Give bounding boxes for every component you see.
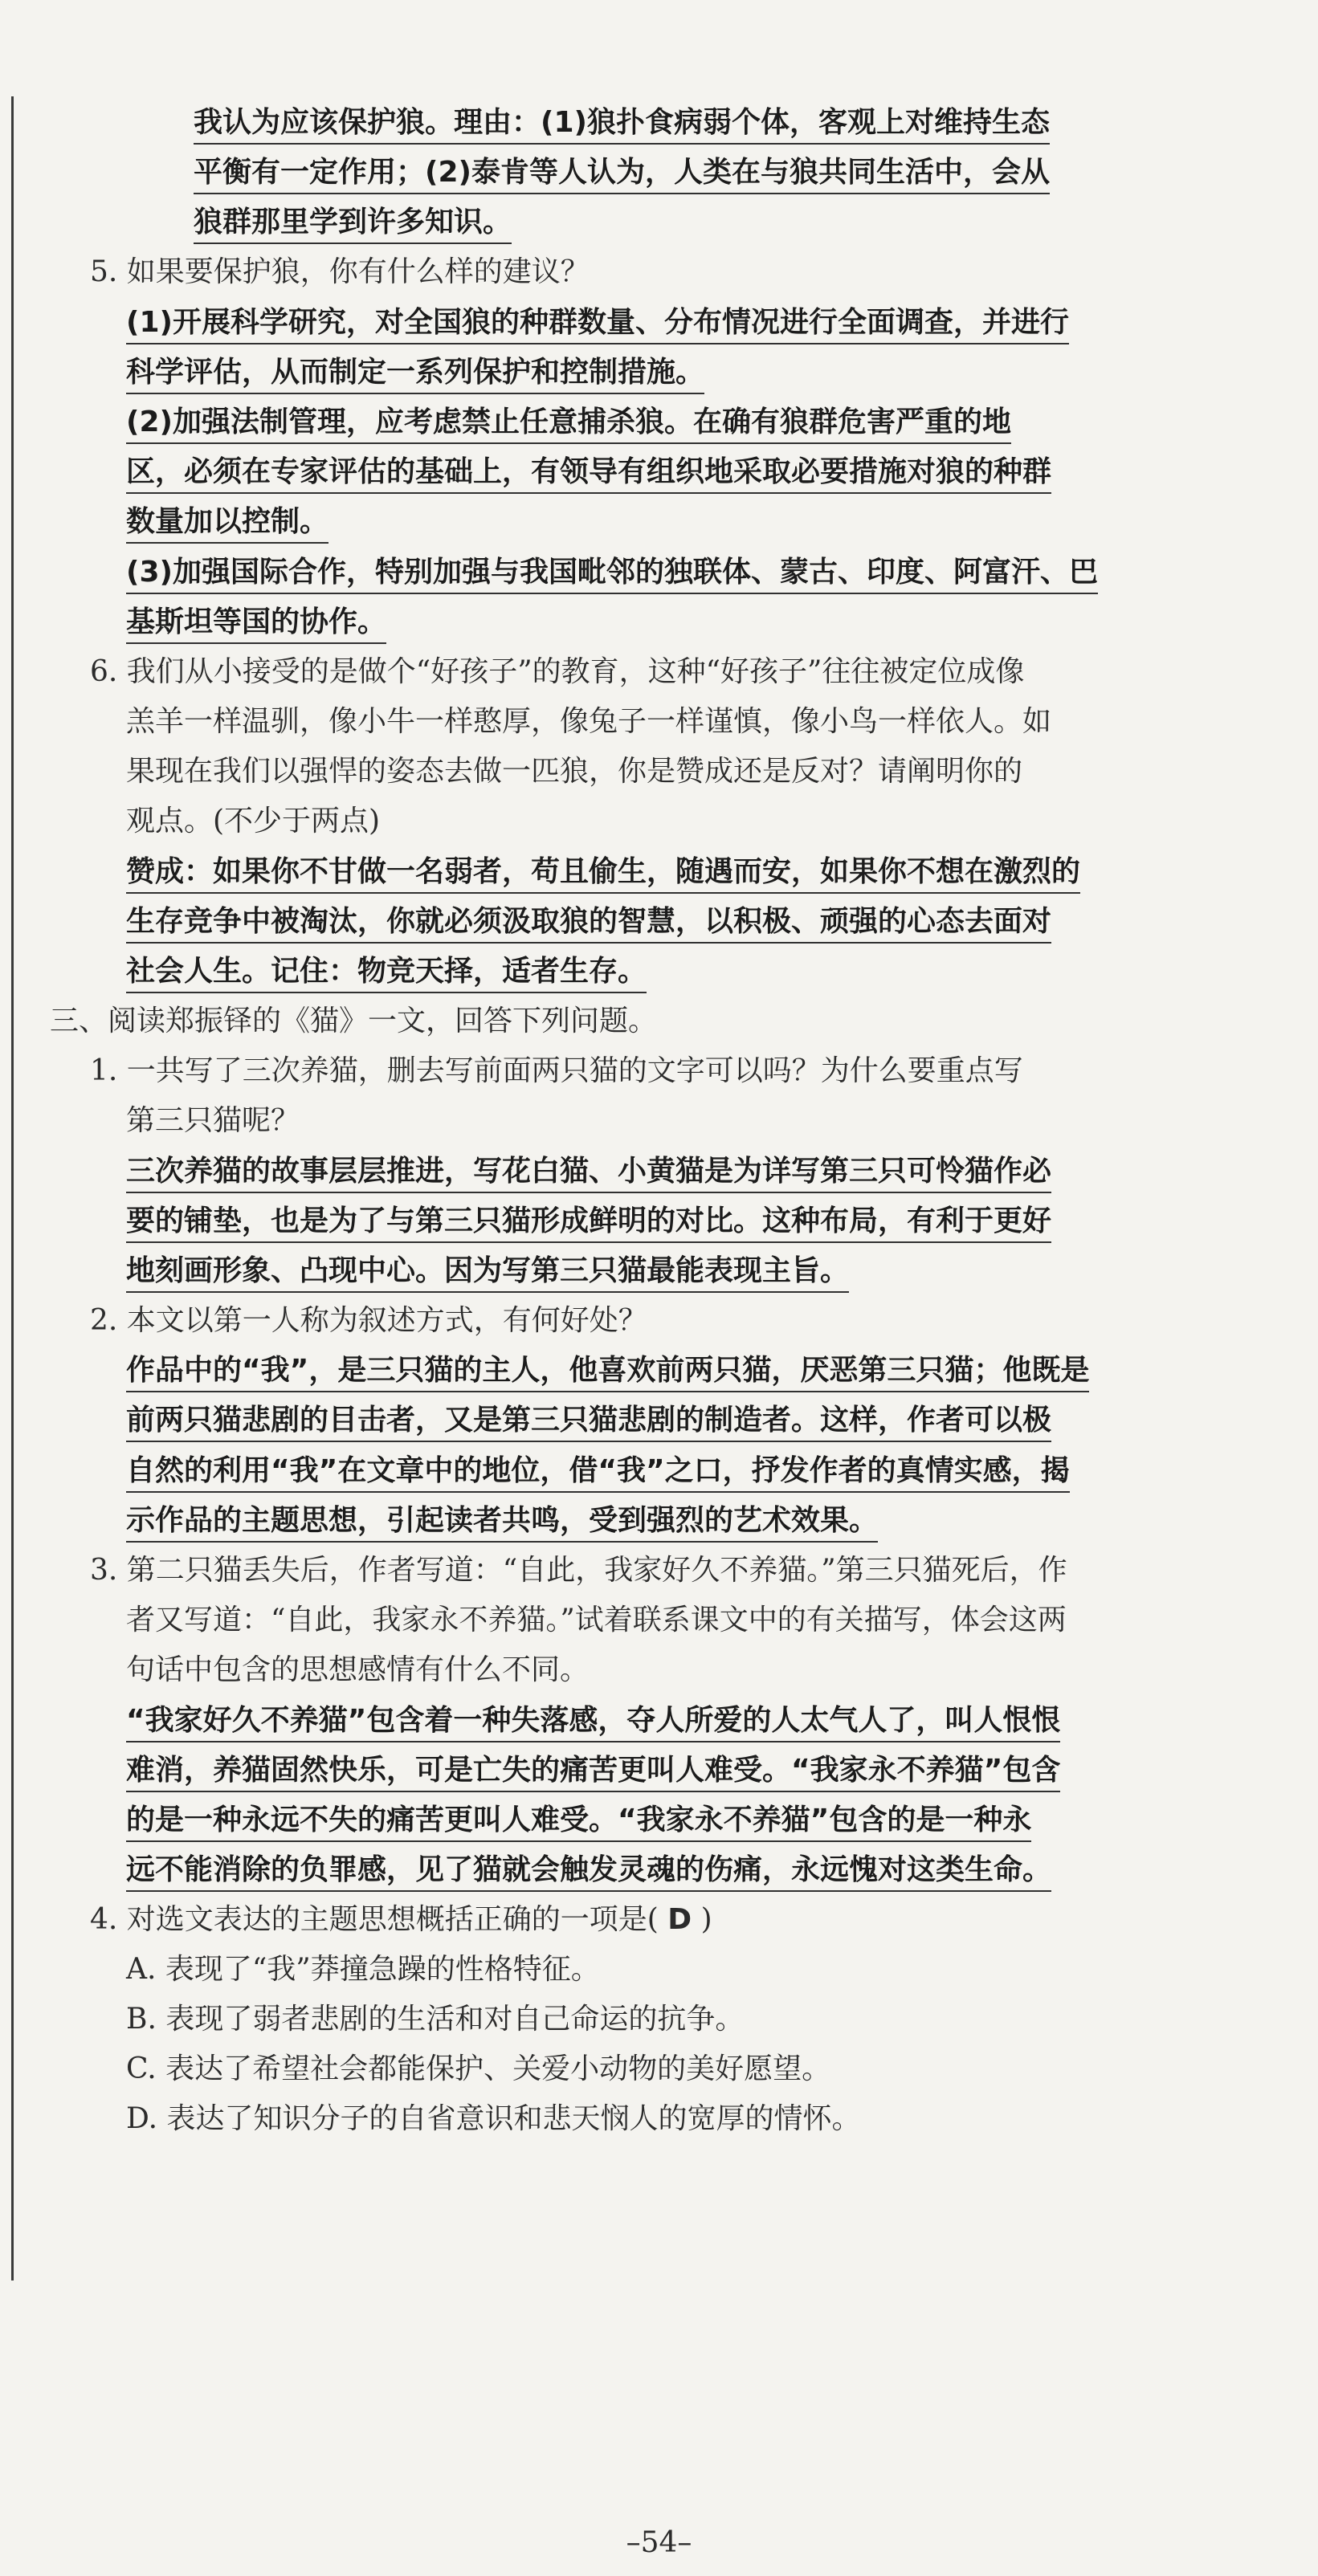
section-heading: 三、阅读郑振铎的《猫》一文，回答下列问题。 (50, 1005, 658, 1037)
question-5: 5. 如果要保护狼，你有什么样的建议？ (90, 255, 590, 288)
question-3: 3. 第二只猫丢失后，作者写道：“自此，我家好久不养猫。”第三只猫死后，作 (90, 1554, 1067, 1587)
answer-line: 的是一种永远不失的痛苦更叫人难受。“我家永不养猫”包含的是一种永 (126, 1800, 1031, 1840)
question-text-line: 羔羊一样温驯，像小牛一样憨厚，像兔子一样谨慎，像小鸟一样依人。如 (126, 705, 1052, 738)
question-text-line: 句话中包含的思想感情有什么不同。 (126, 1653, 590, 1686)
answer-line: 示作品的主题思想，引起读者共鸣，受到强烈的艺术效果。 (126, 1501, 878, 1541)
option-b: B. 表现了弱者悲剧的生活和对自己命运的抗争。 (126, 2003, 745, 2036)
answer-line: 前两只猫悲剧的目击者，又是第三只猫悲剧的制造者。这样，作者可以极 (126, 1400, 1051, 1441)
answer-line: “我家好久不养猫”包含着一种失落感，夺人所爱的人太气人了，叫人恨恨 (126, 1701, 1060, 1741)
answer-line: 要的铺垫，也是为了与第三只猫形成鲜明的对比。这种布局，有利于更好 (126, 1201, 1051, 1241)
answer-line: 基斯坦等国的协作。 (126, 602, 386, 642)
question-text-line: 第三只猫呢？ (126, 1104, 300, 1137)
question-text-line: 果现在我们以强悍的姿态去做一匹狼，你是赞成还是反对？请阐明你的 (126, 755, 1023, 788)
answer-line: 难消，养猫固然快乐，可是亡失的痛苦更叫人难受。“我家永不养猫”包含 (126, 1751, 1060, 1791)
option-c: C. 表达了希望社会都能保护、关爱小动物的美好愿望。 (126, 2052, 831, 2085)
question-2: 2. 本文以第一人称为叙述方式，有何好处？ (90, 1304, 647, 1337)
option-d: D. 表达了知识分子的自省意识和悲天悯人的宽厚的情怀。 (126, 2102, 861, 2135)
question-4 (90, 1900, 712, 1940)
question-6: 6. 我们从小接受的是做个“好孩子”的教育，这种“好孩子”往往被定位成像 (90, 655, 1025, 688)
answer-choice: D (667, 1903, 692, 1936)
question-4-text: 4. 对选文表达的主题思想概括正确的一项是( (90, 1903, 659, 1936)
question-text-line: 观点。(不少于两点) (126, 805, 381, 838)
answer-line: 数量加以控制。 (126, 502, 328, 542)
answer-line: 平衡有一定作用；(2)泰肯等人认为，人类在与狼共同生活中，会从 (194, 153, 1050, 193)
answer-line: 地刻画形象、凸现中心。因为写第三只猫最能表现主旨。 (126, 1251, 849, 1291)
option-a: A. 表现了“我”莽撞急躁的性格特征。 (126, 1953, 600, 1986)
answer-line: 作品中的“我”，是三只猫的主人，他喜欢前两只猫，厌恶第三只猫；他既是 (126, 1351, 1089, 1391)
question-text-line: 者又写道：“自此，我家永不养猫。”试着联系课文中的有关描写，体会这两 (126, 1604, 1067, 1636)
answer-line: 区，必须在专家评估的基础上，有领导有组织地采取必要措施对狼的种群 (126, 452, 1051, 492)
page-number: –54– (626, 2526, 692, 2559)
answer-line: 赞成：如果你不甘做一名弱者，苟且偷生，随遇而安，如果你不想在激烈的 (126, 852, 1080, 892)
answer-line: 科学评估，从而制定一系列保护和控制措施。 (126, 353, 704, 393)
question-4-paren: ) (700, 1903, 712, 1936)
answer-line: 自然的利用“我”在文章中的地位，借“我”之口，抒发作者的真情实感，揭 (126, 1451, 1070, 1491)
answer-line: (1)开展科学研究，对全国狼的种群数量、分布情况进行全面调查，并进行 (126, 303, 1069, 343)
answer-line: 生存竞争中被淘汰，你就必须汲取狼的智慧，以积极、顽强的心态去面对 (126, 902, 1051, 942)
answer-line: (2)加强法制管理，应考虑禁止任意捕杀狼。在确有狼群危害严重的地 (126, 402, 1011, 442)
answer-line: 我认为应该保护狼。理由：(1)狼扑食病弱个体，客观上对维持生态 (194, 103, 1050, 143)
answer-line: (3)加强国际合作，特别加强与我国毗邻的独联体、蒙古、印度、阿富汗、巴 (126, 552, 1098, 593)
answer-line: 狼群那里学到许多知识。 (194, 202, 512, 243)
question-1: 1. 一共写了三次养猫，删去写前面两只猫的文字可以吗？为什么要重点写 (90, 1054, 1023, 1087)
answer-line: 远不能消除的负罪感，见了猫就会触发灵魂的伤痛，永远愧对这类生命。 (126, 1850, 1051, 1890)
answer-line: 三次养猫的故事层层推进，写花白猫、小黄猫是为详写第三只可怜猫作必 (126, 1151, 1051, 1192)
answer-line: 社会人生。记住：物竞天择，适者生存。 (126, 952, 647, 992)
